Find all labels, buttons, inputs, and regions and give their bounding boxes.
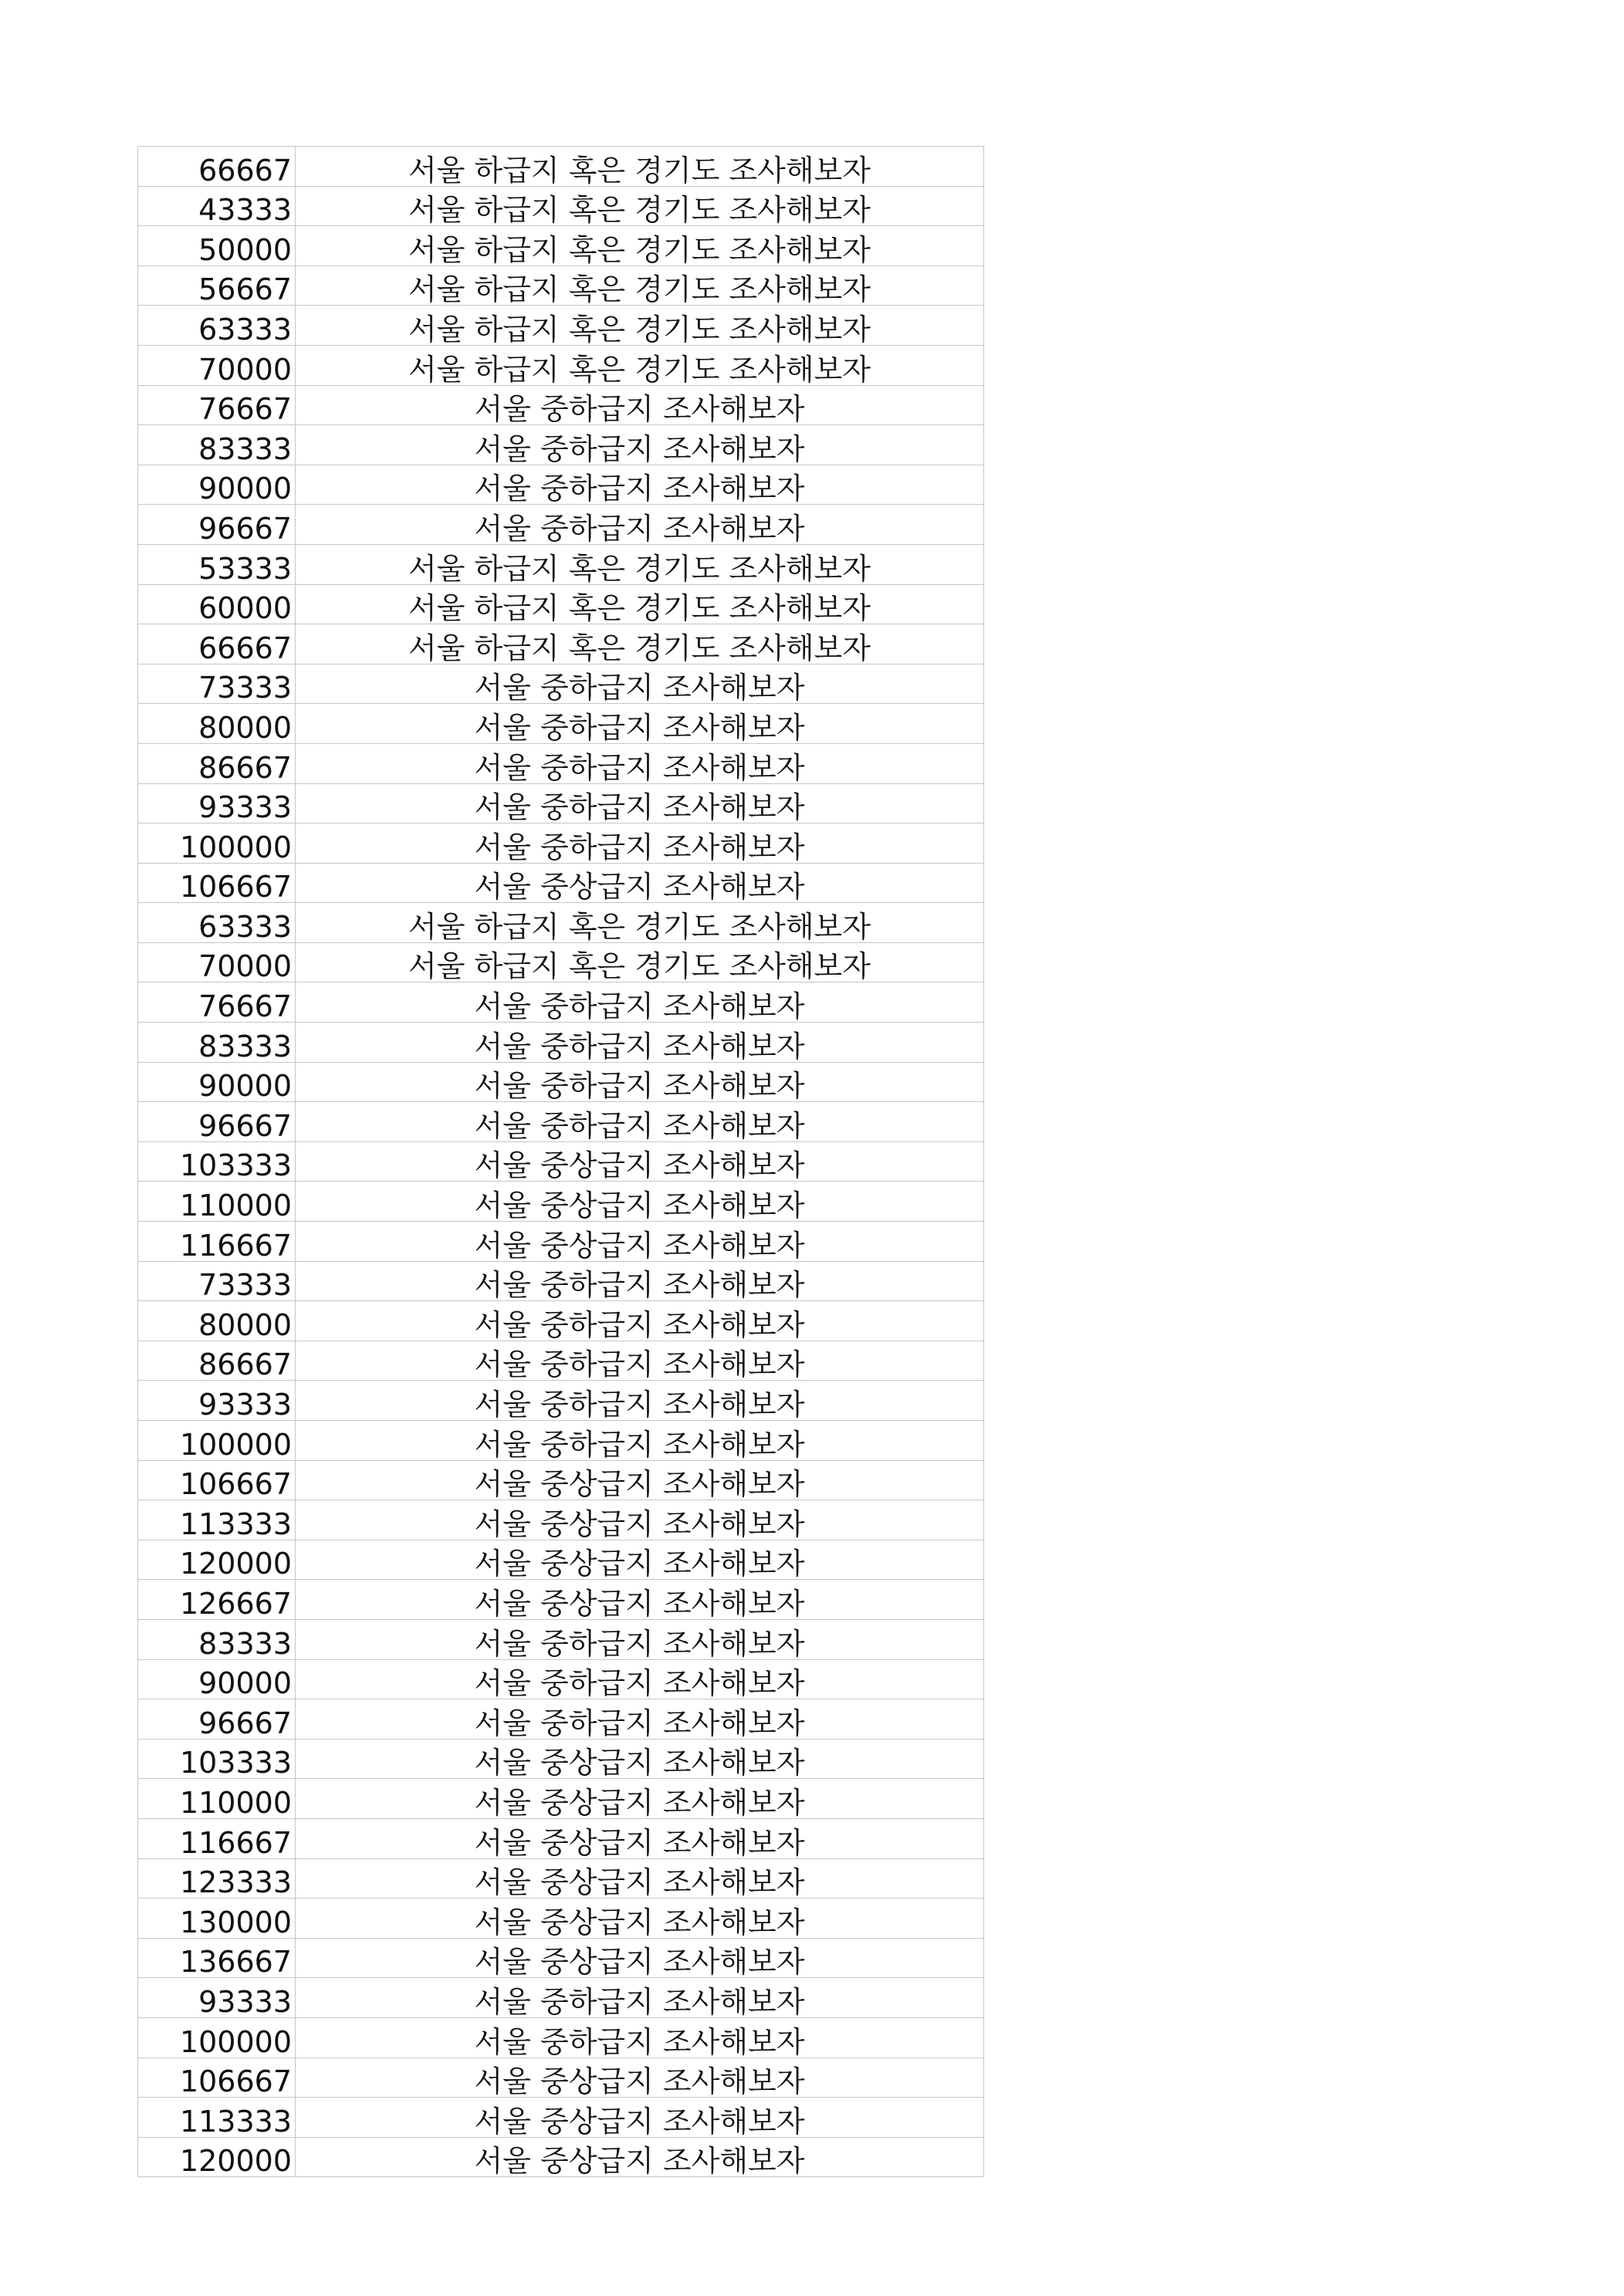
table-row [138, 186, 984, 226]
value-cell[interactable]: 116667 [138, 1818, 296, 1858]
note-cell[interactable]: 서울 중하급지 조사해보자 [296, 823, 984, 864]
value-cell[interactable]: 86667 [138, 1341, 296, 1381]
value-cell[interactable]: 100000 [138, 2017, 296, 2058]
table-row [138, 265, 984, 306]
note-cell[interactable]: 서울 하급지 혹은 경기도 조사해보자 [296, 624, 984, 664]
table-row [138, 1421, 984, 1461]
note-cell[interactable]: 서울 중상급지 조사해보자 [296, 1858, 984, 1899]
value-cell[interactable]: 66667 [138, 147, 296, 187]
table-row [138, 465, 984, 505]
value-cell[interactable]: 96667 [138, 1699, 296, 1740]
value-cell[interactable]: 66667 [138, 624, 296, 664]
value-cell[interactable]: 93333 [138, 1381, 296, 1421]
note-cell[interactable]: 서울 중상급지 조사해보자 [296, 1222, 984, 1262]
value-cell[interactable]: 100000 [138, 823, 296, 864]
note-cell[interactable]: 서울 중하급지 조사해보자 [296, 982, 984, 1023]
note-cell[interactable]: 서울 중하급지 조사해보자 [296, 1341, 984, 1381]
note-cell[interactable]: 서울 하급지 혹은 경기도 조사해보자 [296, 942, 984, 982]
note-cell[interactable]: 서울 중상급지 조사해보자 [296, 1500, 984, 1540]
note-cell[interactable]: 서울 중상급지 조사해보자 [296, 1460, 984, 1500]
note-cell[interactable]: 서울 중상급지 조사해보자 [296, 1540, 984, 1580]
note-cell[interactable]: 서울 중하급지 조사해보자 [296, 664, 984, 704]
value-cell[interactable]: 100000 [138, 1421, 296, 1461]
table-row [138, 1858, 984, 1899]
note-cell[interactable]: 서울 중하급지 조사해보자 [296, 783, 984, 823]
table-row [138, 2058, 984, 2098]
note-cell[interactable]: 서울 하급지 혹은 경기도 조사해보자 [296, 345, 984, 385]
table-row [138, 624, 984, 664]
table-row [138, 1580, 984, 1620]
value-cell[interactable]: 116667 [138, 1222, 296, 1262]
value-cell[interactable]: 80000 [138, 1301, 296, 1341]
table-row [138, 1381, 984, 1421]
value-cell[interactable]: 110000 [138, 1182, 296, 1222]
table-row [138, 823, 984, 864]
value-cell[interactable]: 113333 [138, 1500, 296, 1540]
value-cell[interactable]: 63333 [138, 903, 296, 943]
value-cell[interactable]: 90000 [138, 465, 296, 505]
value-cell[interactable]: 56667 [138, 265, 296, 306]
table-row [138, 903, 984, 943]
value-cell[interactable]: 130000 [138, 1899, 296, 1939]
note-cell[interactable]: 서울 중하급지 조사해보자 [296, 1381, 984, 1421]
note-cell[interactable]: 서울 중하급지 조사해보자 [296, 743, 984, 783]
table-row [138, 1779, 984, 1819]
table-row [138, 147, 984, 187]
table-row [138, 1619, 984, 1659]
table-row [138, 1938, 984, 1978]
note-cell[interactable]: 서울 하급지 혹은 경기도 조사해보자 [296, 226, 984, 266]
table-row [138, 743, 984, 783]
table-row [138, 2098, 984, 2138]
table-row [138, 942, 984, 982]
table-row [138, 863, 984, 903]
note-cell[interactable]: 서울 중상급지 조사해보자 [296, 1818, 984, 1858]
value-cell[interactable]: 83333 [138, 1023, 296, 1063]
note-cell[interactable]: 서울 중상급지 조사해보자 [296, 2098, 984, 2138]
table-row [138, 1261, 984, 1301]
note-cell[interactable]: 서울 중하급지 조사해보자 [296, 1023, 984, 1063]
value-cell[interactable]: 123333 [138, 1858, 296, 1899]
note-cell[interactable]: 서울 중하급지 조사해보자 [296, 704, 984, 744]
value-cell[interactable]: 86667 [138, 743, 296, 783]
value-cell[interactable]: 103333 [138, 1141, 296, 1182]
note-cell[interactable]: 서울 중하급지 조사해보자 [296, 505, 984, 545]
table-row [138, 1739, 984, 1779]
value-cell[interactable]: 53333 [138, 544, 296, 584]
value-cell[interactable]: 126667 [138, 1580, 296, 1620]
spreadsheet-table [137, 146, 984, 2177]
value-cell[interactable]: 90000 [138, 1659, 296, 1699]
value-cell[interactable]: 96667 [138, 1102, 296, 1142]
table-row [138, 425, 984, 465]
table-row [138, 1062, 984, 1102]
note-cell[interactable]: 서울 중하급지 조사해보자 [296, 2017, 984, 2058]
table-row [138, 2017, 984, 2058]
value-cell[interactable]: 76667 [138, 385, 296, 425]
value-cell[interactable]: 120000 [138, 2137, 296, 2177]
value-cell[interactable]: 43333 [138, 186, 296, 226]
note-cell[interactable]: 서울 중하급지 조사해보자 [296, 385, 984, 425]
table-row [138, 345, 984, 385]
note-cell[interactable]: 서울 하급지 혹은 경기도 조사해보자 [296, 306, 984, 346]
note-cell[interactable]: 서울 중하급지 조사해보자 [296, 1301, 984, 1341]
value-cell[interactable]: 90000 [138, 1062, 296, 1102]
note-cell[interactable]: 서울 중하급지 조사해보자 [296, 1421, 984, 1461]
note-cell[interactable]: 서울 중상급지 조사해보자 [296, 1938, 984, 1978]
table-row [138, 704, 984, 744]
table-row [138, 1102, 984, 1142]
note-cell[interactable]: 서울 중하급지 조사해보자 [296, 1062, 984, 1102]
value-cell[interactable]: 103333 [138, 1739, 296, 1779]
value-cell[interactable]: 50000 [138, 226, 296, 266]
table-row [138, 1500, 984, 1540]
table-row [138, 1301, 984, 1341]
value-cell[interactable]: 106667 [138, 863, 296, 903]
note-cell[interactable]: 서울 중상급지 조사해보자 [296, 863, 984, 903]
value-cell[interactable]: 76667 [138, 982, 296, 1023]
value-cell[interactable]: 73333 [138, 1261, 296, 1301]
value-cell[interactable]: 113333 [138, 2098, 296, 2138]
table-row [138, 505, 984, 545]
value-cell[interactable]: 106667 [138, 2058, 296, 2098]
note-cell[interactable]: 서울 하급지 혹은 경기도 조사해보자 [296, 265, 984, 306]
table-row [138, 1659, 984, 1699]
table-row [138, 1222, 984, 1262]
table-row [138, 982, 984, 1023]
note-cell[interactable]: 서울 중하급지 조사해보자 [296, 425, 984, 465]
note-cell[interactable]: 서울 하급지 혹은 경기도 조사해보자 [296, 186, 984, 226]
table-row [138, 1182, 984, 1222]
note-cell[interactable]: 서울 중하급지 조사해보자 [296, 1261, 984, 1301]
table-row [138, 783, 984, 823]
note-cell[interactable]: 서울 중상급지 조사해보자 [296, 1580, 984, 1620]
note-cell[interactable]: 서울 중상급지 조사해보자 [296, 1739, 984, 1779]
value-cell[interactable]: 70000 [138, 345, 296, 385]
note-cell[interactable]: 서울 하급지 혹은 경기도 조사해보자 [296, 147, 984, 187]
value-cell[interactable]: 73333 [138, 664, 296, 704]
note-cell[interactable]: 서울 중하급지 조사해보자 [296, 465, 984, 505]
note-cell[interactable]: 서울 중하급지 조사해보자 [296, 1978, 984, 2018]
value-cell[interactable]: 60000 [138, 584, 296, 624]
note-cell[interactable]: 서울 중상급지 조사해보자 [296, 1141, 984, 1182]
note-cell[interactable]: 서울 중하급지 조사해보자 [296, 1699, 984, 1740]
note-cell[interactable]: 서울 중하급지 조사해보자 [296, 1659, 984, 1699]
value-cell[interactable]: 120000 [138, 1540, 296, 1580]
value-cell[interactable]: 93333 [138, 783, 296, 823]
note-cell[interactable]: 서울 중상급지 조사해보자 [296, 1899, 984, 1939]
spreadsheet-body [138, 147, 984, 2177]
note-cell[interactable]: 서울 중하급지 조사해보자 [296, 1102, 984, 1142]
value-cell[interactable]: 63333 [138, 306, 296, 346]
value-cell[interactable]: 93333 [138, 1978, 296, 2018]
value-cell[interactable]: 83333 [138, 425, 296, 465]
note-cell[interactable]: 서울 하급지 혹은 경기도 조사해보자 [296, 544, 984, 584]
value-cell[interactable]: 96667 [138, 505, 296, 545]
note-cell[interactable]: 서울 중하급지 조사해보자 [296, 1619, 984, 1659]
note-cell[interactable]: 서울 중상급지 조사해보자 [296, 1779, 984, 1819]
note-cell[interactable]: 서울 중상급지 조사해보자 [296, 1182, 984, 1222]
note-cell[interactable]: 서울 중상급지 조사해보자 [296, 2137, 984, 2177]
table-row [138, 1699, 984, 1740]
value-cell[interactable]: 70000 [138, 942, 296, 982]
table-row [138, 584, 984, 624]
table-row [138, 1460, 984, 1500]
note-cell[interactable]: 서울 하급지 혹은 경기도 조사해보자 [296, 584, 984, 624]
value-cell[interactable]: 110000 [138, 1779, 296, 1819]
table-row [138, 1141, 984, 1182]
table-row [138, 1341, 984, 1381]
table-row [138, 226, 984, 266]
table-row [138, 1818, 984, 1858]
table-row [138, 306, 984, 346]
table-row [138, 2137, 984, 2177]
note-cell[interactable]: 서울 하급지 혹은 경기도 조사해보자 [296, 903, 984, 943]
table-row [138, 544, 984, 584]
table-row [138, 1540, 984, 1580]
table-row [138, 1978, 984, 2018]
table-row [138, 385, 984, 425]
table-row [138, 664, 984, 704]
value-cell[interactable]: 80000 [138, 704, 296, 744]
value-cell[interactable]: 83333 [138, 1619, 296, 1659]
table-row [138, 1899, 984, 1939]
value-cell[interactable]: 106667 [138, 1460, 296, 1500]
table-row [138, 1023, 984, 1063]
note-cell[interactable]: 서울 중상급지 조사해보자 [296, 2058, 984, 2098]
value-cell[interactable]: 136667 [138, 1938, 296, 1978]
